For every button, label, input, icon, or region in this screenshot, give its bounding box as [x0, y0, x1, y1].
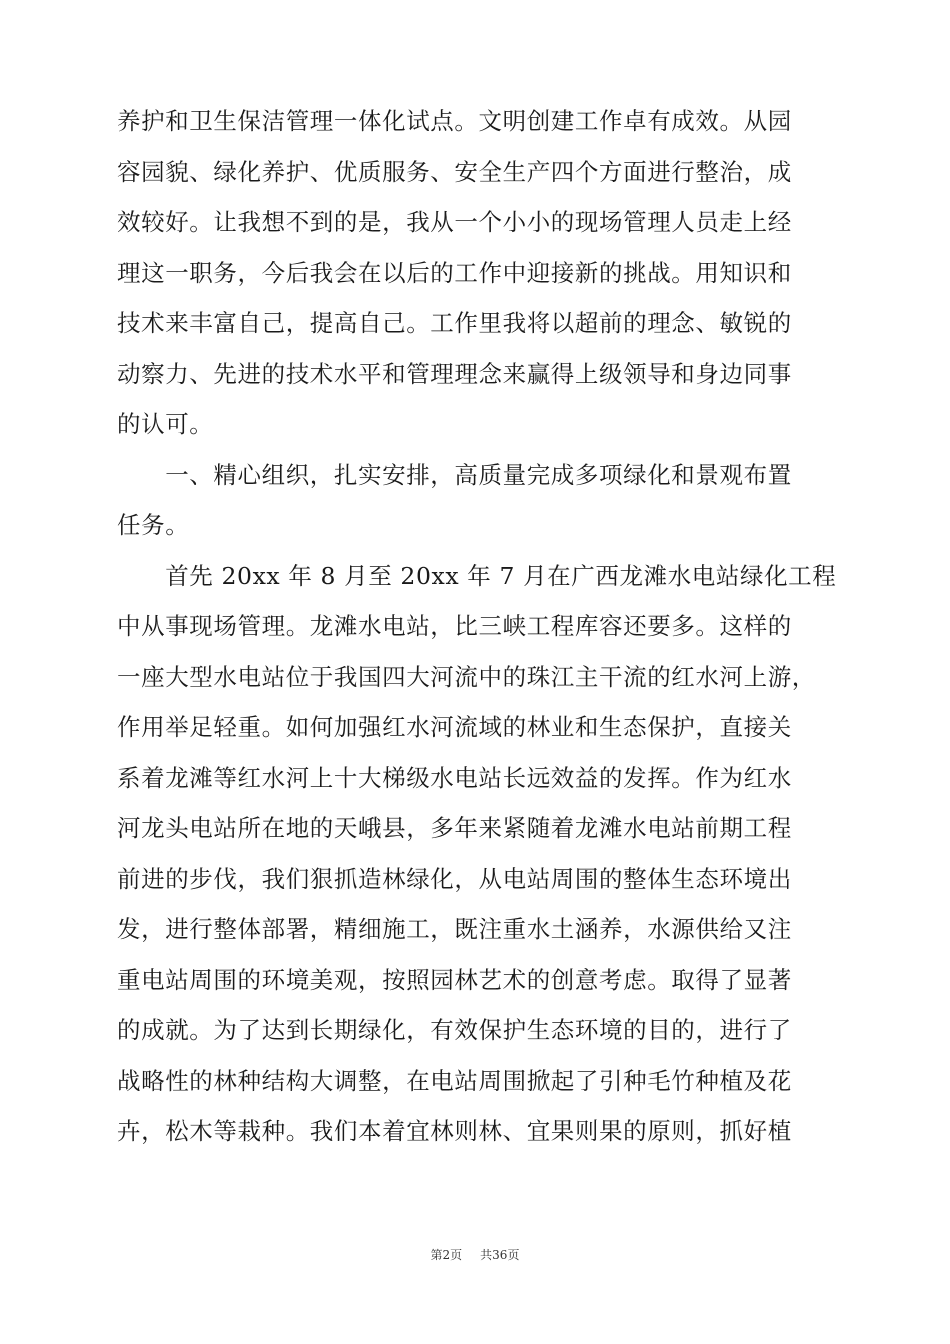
text-line: 重电站周围的环境美观，按照园林艺术的创意考虑。取得了显著: [117, 965, 792, 994]
text-line: 首先 20xx 年 8 月至 20xx 年 7 月在广西龙滩水电站绿化工程: [117, 561, 837, 590]
text-line: 战略性的林种结构大调整，在电站周围掀起了引种毛竹种植及花: [117, 1066, 792, 1095]
text-line: 养护和卫生保洁管理一体化试点。文明创建工作卓有成效。从园: [117, 107, 792, 135]
text-line: 动察力、先进的技术水平和管理理念来赢得上级领导和身边同事: [117, 359, 792, 388]
text-line: 前进的步伐，我们狠抓造林绿化，从电站周围的整体生态环境出: [117, 864, 792, 893]
text-line: 理这一职务，今后我会在以后的工作中迎接新的挑战。用知识和: [117, 258, 792, 287]
text-line: 容园貌、绿化养护、优质服务、安全生产四个方面进行整治，成: [117, 157, 792, 186]
text-line: 发，进行整体部署，精细施工，既注重水土涵养，水源供给又注: [117, 915, 792, 943]
document-body: [117, 96, 837, 1157]
section-heading-line: 任务。: [117, 511, 190, 539]
section-heading-line: 一、精心组织，扎实安排，高质量完成多项绿化和景观布置: [117, 460, 792, 489]
text-line: 中从事现场管理。龙滩水电站，比三峡工程库容还要多。这样的: [117, 612, 792, 640]
page-footer: [0, 1246, 950, 1263]
text-line: 技术来丰富自己，提高自己。工作里我将以超前的理念、敏锐的: [117, 309, 792, 337]
text-line: 的成就。为了达到长期绿化，有效保护生态环境的目的，进行了: [117, 1016, 792, 1044]
text-line: 的认可。: [117, 410, 214, 438]
page-number: 第2页: [430, 1248, 463, 1262]
text-line: 河龙头电站所在地的天峨县，多年来紧随着龙滩水电站前期工程: [117, 814, 792, 842]
text-line: 系着龙滩等红水河上十大梯级水电站长远效益的发挥。作为红水: [117, 763, 792, 792]
text-line: 效较好。让我想不到的是，我从一个小小的现场管理人员走上经: [117, 208, 792, 236]
text-line: 作用举足轻重。如何加强红水河流域的林业和生态保护，直接关: [117, 713, 792, 741]
text-line: 一座大型水电站位于我国四大河流中的珠江主干流的红水河上游，: [117, 662, 816, 691]
page-total: 共36页: [480, 1248, 520, 1262]
text-line: 卉，松木等栽种。我们本着宜林则林、宜果则果的原则，抓好植: [117, 1117, 792, 1145]
